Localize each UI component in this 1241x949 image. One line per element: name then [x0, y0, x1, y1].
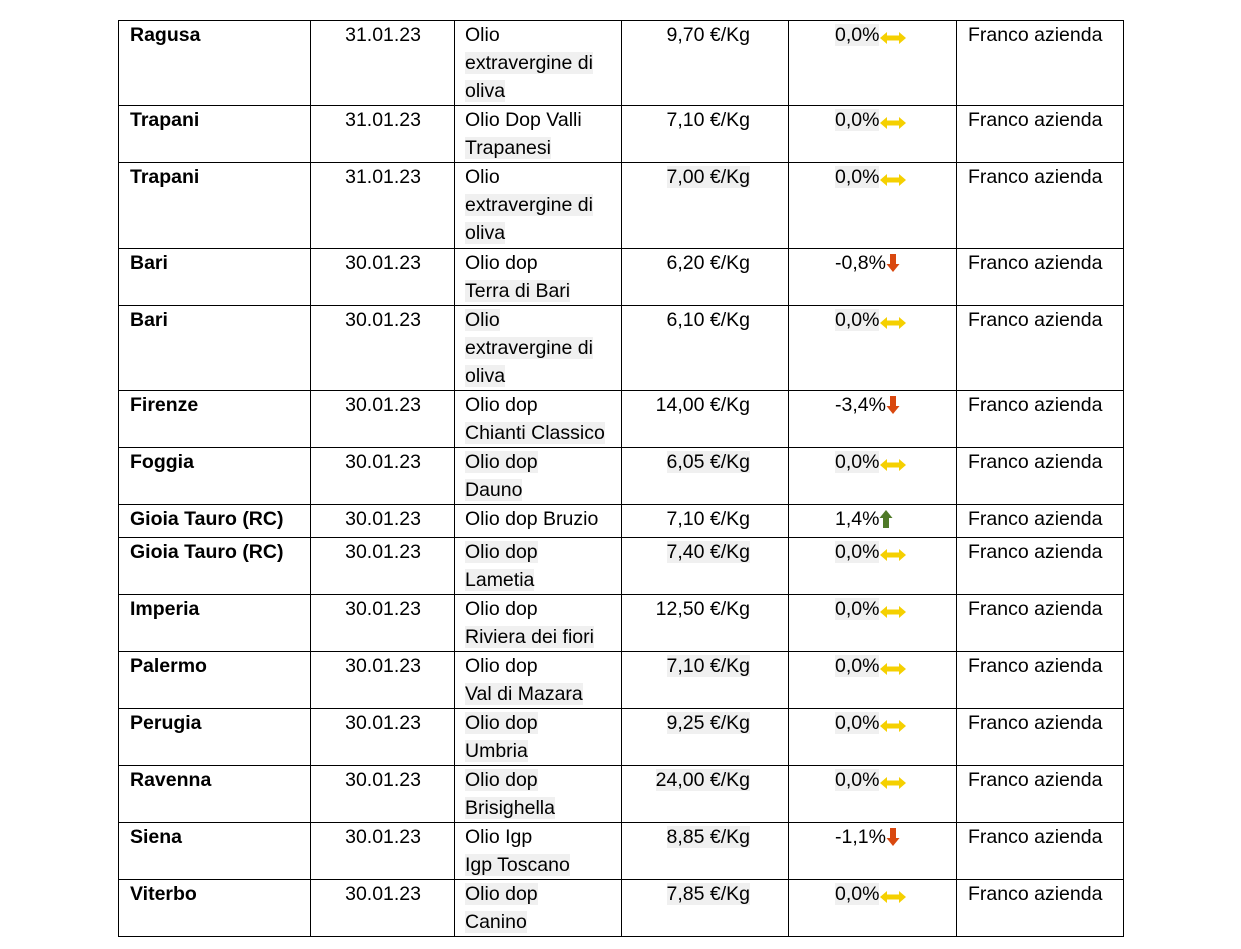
price-cell	[622, 163, 789, 249]
yellow-left-right-arrow-icon	[879, 25, 907, 53]
yellow-left-right-arrow-icon	[879, 599, 907, 627]
city-cell: Palermo	[119, 652, 311, 709]
variation-value: -1,1%	[835, 826, 886, 848]
red-down-arrow-icon	[886, 253, 900, 281]
product-line: Igp Toscano	[465, 854, 570, 876]
table-row	[119, 249, 1124, 306]
variation-value: 0,0%	[835, 451, 880, 473]
date-cell: 30.01.23	[311, 448, 455, 505]
variation-cell	[789, 652, 957, 709]
product-line: Riviera dei fiori	[465, 626, 594, 648]
condition-cell: Franco azienda	[957, 652, 1124, 709]
price-cell	[622, 391, 789, 448]
product-line: Olio dop	[465, 541, 538, 563]
city-cell: Bari	[119, 306, 311, 391]
product-cell	[455, 448, 622, 505]
variation-value: -0,8%	[835, 252, 886, 274]
date-cell: 30.01.23	[311, 652, 455, 709]
table-row	[119, 595, 1124, 652]
variation-cell	[789, 766, 957, 823]
table-row	[119, 391, 1124, 448]
product-line: Olio	[465, 24, 500, 46]
price-cell	[622, 249, 789, 306]
product-line: Val di Mazara	[465, 683, 583, 705]
condition-cell: Franco azienda	[957, 106, 1124, 163]
date-cell: 30.01.23	[311, 249, 455, 306]
city-cell: Siena	[119, 823, 311, 880]
price-value: 14,00 €/Kg	[655, 394, 750, 416]
city-cell: Trapani	[119, 163, 311, 249]
variation-cell	[789, 391, 957, 448]
city-cell: Imperia	[119, 595, 311, 652]
variation-cell	[789, 306, 957, 391]
product-line: Olio	[465, 309, 500, 331]
condition-cell: Franco azienda	[957, 823, 1124, 880]
product-line: Olio Igp	[465, 826, 533, 848]
condition-cell: Franco azienda	[957, 880, 1124, 937]
product-line: Olio	[465, 166, 500, 188]
table-row	[119, 823, 1124, 880]
product-line: Lametia	[465, 569, 535, 591]
product-line: Olio dop	[465, 598, 538, 620]
yellow-left-right-arrow-icon	[879, 770, 907, 798]
price-value: 7,10 €/Kg	[666, 655, 750, 677]
product-line: Chianti Classico	[465, 422, 605, 444]
product-cell	[455, 106, 622, 163]
variation-cell	[789, 595, 957, 652]
variation-value: 0,0%	[835, 883, 880, 905]
product-line: oliva	[465, 80, 506, 102]
city-cell: Gioia Tauro (RC)	[119, 505, 311, 538]
condition-cell: Franco azienda	[957, 538, 1124, 595]
condition-cell: Franco azienda	[957, 595, 1124, 652]
price-value: 12,50 €/Kg	[655, 598, 750, 620]
table-row	[119, 652, 1124, 709]
table-row	[119, 538, 1124, 595]
yellow-left-right-arrow-icon	[879, 713, 907, 741]
condition-cell: Franco azienda	[957, 306, 1124, 391]
condition-cell: Franco azienda	[957, 709, 1124, 766]
olive-oil-price-table	[118, 20, 1124, 937]
product-cell	[455, 505, 622, 538]
variation-value: -3,4%	[835, 394, 886, 416]
price-cell	[622, 21, 789, 106]
product-cell	[455, 391, 622, 448]
variation-cell	[789, 823, 957, 880]
product-cell	[455, 595, 622, 652]
city-cell: Ravenna	[119, 766, 311, 823]
price-cell	[622, 538, 789, 595]
price-cell	[622, 880, 789, 937]
price-value: 7,10 €/Kg	[666, 109, 750, 131]
condition-cell: Franco azienda	[957, 21, 1124, 106]
yellow-left-right-arrow-icon	[879, 452, 907, 480]
date-cell: 31.01.23	[311, 106, 455, 163]
yellow-left-right-arrow-icon	[879, 310, 907, 338]
price-cell	[622, 448, 789, 505]
product-line: oliva	[465, 222, 506, 244]
variation-value: 0,0%	[835, 598, 880, 620]
product-line: extravergine di	[465, 337, 593, 359]
date-cell: 31.01.23	[311, 163, 455, 249]
variation-cell	[789, 249, 957, 306]
product-line: Brisighella	[465, 797, 555, 819]
product-line: Olio dop	[465, 394, 538, 416]
price-cell	[622, 595, 789, 652]
product-cell	[455, 709, 622, 766]
product-line: Olio dop	[465, 712, 538, 734]
variation-cell	[789, 505, 957, 538]
product-line: Umbria	[465, 740, 528, 762]
product-cell	[455, 306, 622, 391]
variation-value: 0,0%	[835, 109, 880, 131]
table-row	[119, 709, 1124, 766]
city-cell: Trapani	[119, 106, 311, 163]
green-up-arrow-icon	[879, 509, 893, 537]
table-row	[119, 766, 1124, 823]
product-cell	[455, 249, 622, 306]
price-value: 7,40 €/Kg	[666, 541, 750, 563]
condition-cell: Franco azienda	[957, 249, 1124, 306]
price-cell	[622, 106, 789, 163]
variation-cell	[789, 448, 957, 505]
product-cell	[455, 538, 622, 595]
date-cell: 30.01.23	[311, 709, 455, 766]
table-row	[119, 163, 1124, 249]
price-value: 9,25 €/Kg	[666, 712, 750, 734]
product-line: Olio dop	[465, 883, 538, 905]
price-value: 6,05 €/Kg	[666, 451, 750, 473]
price-value: 9,70 €/Kg	[666, 24, 750, 46]
product-cell	[455, 21, 622, 106]
variation-value: 0,0%	[835, 166, 880, 188]
variation-value: 0,0%	[835, 655, 880, 677]
city-cell: Perugia	[119, 709, 311, 766]
product-line: Olio Dop Valli	[465, 109, 582, 131]
table-row	[119, 106, 1124, 163]
yellow-left-right-arrow-icon	[879, 884, 907, 912]
product-cell	[455, 880, 622, 937]
red-down-arrow-icon	[886, 827, 900, 855]
product-line: Olio dop	[465, 451, 538, 473]
product-line: Canino	[465, 911, 527, 933]
yellow-left-right-arrow-icon	[879, 656, 907, 684]
variation-cell	[789, 106, 957, 163]
date-cell: 30.01.23	[311, 306, 455, 391]
variation-cell	[789, 880, 957, 937]
price-cell	[622, 652, 789, 709]
variation-value: 0,0%	[835, 24, 880, 46]
price-cell	[622, 823, 789, 880]
product-line: Dauno	[465, 479, 523, 501]
red-down-arrow-icon	[886, 395, 900, 423]
table-row	[119, 21, 1124, 106]
city-cell: Bari	[119, 249, 311, 306]
yellow-left-right-arrow-icon	[879, 542, 907, 570]
variation-cell	[789, 709, 957, 766]
city-cell: Viterbo	[119, 880, 311, 937]
product-line: Olio dop	[465, 769, 538, 791]
price-value: 7,00 €/Kg	[666, 166, 750, 188]
product-cell	[455, 652, 622, 709]
city-cell: Foggia	[119, 448, 311, 505]
product-line: Terra di Bari	[465, 280, 571, 302]
price-cell	[622, 766, 789, 823]
table-row	[119, 306, 1124, 391]
date-cell: 30.01.23	[311, 538, 455, 595]
price-value: 7,85 €/Kg	[666, 883, 750, 905]
condition-cell: Franco azienda	[957, 448, 1124, 505]
product-cell	[455, 766, 622, 823]
city-cell: Gioia Tauro (RC)	[119, 538, 311, 595]
variation-value: 1,4%	[835, 508, 880, 530]
date-cell: 30.01.23	[311, 595, 455, 652]
price-cell	[622, 709, 789, 766]
product-line: extravergine di	[465, 194, 593, 216]
table-row	[119, 448, 1124, 505]
variation-cell	[789, 538, 957, 595]
city-cell: Ragusa	[119, 21, 311, 106]
variation-value: 0,0%	[835, 541, 880, 563]
price-value: 6,20 €/Kg	[666, 252, 750, 274]
variation-cell	[789, 21, 957, 106]
condition-cell: Franco azienda	[957, 766, 1124, 823]
price-value: 7,10 €/Kg	[666, 508, 750, 530]
yellow-left-right-arrow-icon	[879, 110, 907, 138]
table-row	[119, 880, 1124, 937]
variation-value: 0,0%	[835, 309, 880, 331]
product-line: Trapanesi	[465, 137, 551, 159]
price-value: 8,85 €/Kg	[666, 826, 750, 848]
variation-value: 0,0%	[835, 712, 880, 734]
table-row	[119, 505, 1124, 538]
price-value: 6,10 €/Kg	[666, 309, 750, 331]
date-cell: 31.01.23	[311, 21, 455, 106]
condition-cell: Franco azienda	[957, 163, 1124, 249]
condition-cell: Franco azienda	[957, 505, 1124, 538]
date-cell: 30.01.23	[311, 391, 455, 448]
price-cell	[622, 306, 789, 391]
variation-value: 0,0%	[835, 769, 880, 791]
city-cell: Firenze	[119, 391, 311, 448]
variation-cell	[789, 163, 957, 249]
date-cell: 30.01.23	[311, 766, 455, 823]
yellow-left-right-arrow-icon	[879, 167, 907, 195]
condition-cell: Franco azienda	[957, 391, 1124, 448]
price-cell	[622, 505, 789, 538]
date-cell: 30.01.23	[311, 880, 455, 937]
product-cell	[455, 823, 622, 880]
date-cell: 30.01.23	[311, 823, 455, 880]
product-cell	[455, 163, 622, 249]
product-line: Olio dop	[465, 252, 538, 274]
product-line: Olio dop	[465, 655, 538, 677]
product-line: extravergine di	[465, 52, 593, 74]
date-cell: 30.01.23	[311, 505, 455, 538]
price-value: 24,00 €/Kg	[655, 769, 750, 791]
product-line: oliva	[465, 365, 506, 387]
product-line: Olio dop Bruzio	[465, 508, 599, 530]
